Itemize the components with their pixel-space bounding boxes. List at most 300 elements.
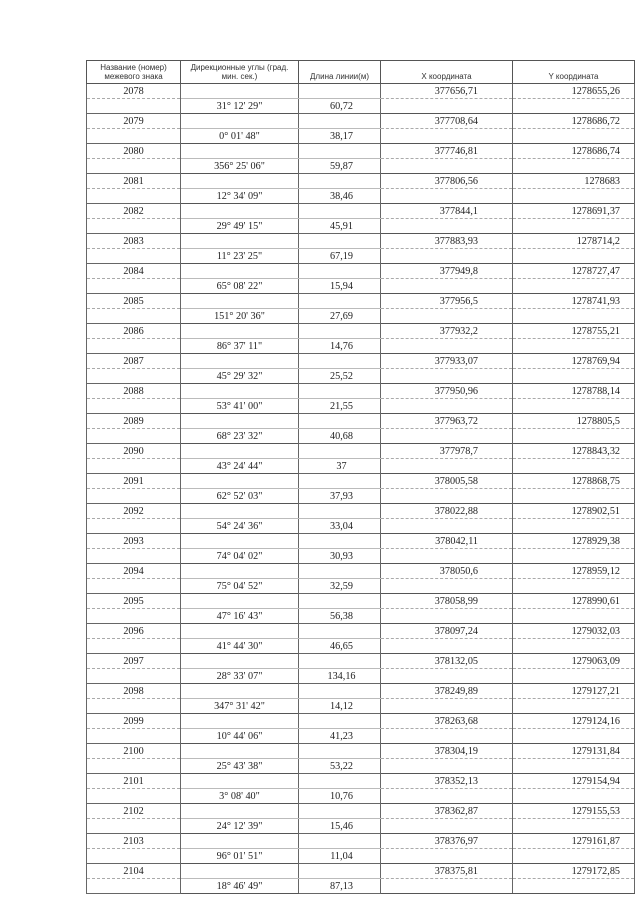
empty-cell	[381, 189, 513, 204]
point-name: 2088	[87, 384, 181, 399]
empty-cell	[299, 114, 381, 129]
x-coordinate: 378050,6	[381, 564, 513, 579]
empty-cell	[181, 504, 299, 519]
empty-cell	[181, 804, 299, 819]
table-row	[87, 369, 635, 384]
table-row	[87, 489, 635, 504]
empty-cell	[513, 309, 635, 324]
header-line-length: Длина линии(м)	[299, 61, 381, 84]
empty-cell	[513, 669, 635, 684]
point-name: 2104	[87, 864, 181, 879]
empty-cell	[181, 684, 299, 699]
empty-cell	[381, 849, 513, 864]
point-name: 2081	[87, 174, 181, 189]
point-name: 2095	[87, 594, 181, 609]
empty-cell	[299, 834, 381, 849]
empty-cell	[181, 414, 299, 429]
table-row	[87, 144, 635, 159]
point-name: 2103	[87, 834, 181, 849]
x-coordinate: 378022,88	[381, 504, 513, 519]
y-coordinate: 1278990,61	[513, 594, 635, 609]
empty-cell	[87, 249, 181, 264]
direction-angle: 41° 44' 30"	[181, 639, 299, 654]
table-row	[87, 609, 635, 624]
direction-angle: 0° 01' 48"	[181, 129, 299, 144]
point-name: 2101	[87, 774, 181, 789]
y-coordinate: 1279127,21	[513, 684, 635, 699]
y-coordinate: 1278691,37	[513, 204, 635, 219]
table-row	[87, 594, 635, 609]
y-coordinate: 1278714,2	[513, 234, 635, 249]
direction-angle: 11° 23' 25"	[181, 249, 299, 264]
empty-cell	[181, 594, 299, 609]
empty-cell	[299, 414, 381, 429]
x-coordinate: 378375,81	[381, 864, 513, 879]
point-name: 2083	[87, 234, 181, 249]
direction-angle: 68° 23' 32"	[181, 429, 299, 444]
y-coordinate: 1278769,94	[513, 354, 635, 369]
empty-cell	[181, 744, 299, 759]
table-row	[87, 114, 635, 129]
x-coordinate: 377806,56	[381, 174, 513, 189]
point-name: 2092	[87, 504, 181, 519]
table-row	[87, 864, 635, 879]
empty-cell	[299, 444, 381, 459]
empty-cell	[87, 399, 181, 414]
table-row	[87, 129, 635, 144]
empty-cell	[181, 114, 299, 129]
empty-cell	[513, 189, 635, 204]
point-name: 2084	[87, 264, 181, 279]
x-coordinate: 377708,64	[381, 114, 513, 129]
empty-cell	[87, 729, 181, 744]
empty-cell	[381, 519, 513, 534]
table-row	[87, 174, 635, 189]
table-row	[87, 279, 635, 294]
line-length: 30,93	[299, 549, 381, 564]
y-coordinate: 1279032,03	[513, 624, 635, 639]
x-coordinate: 377949,8	[381, 264, 513, 279]
y-coordinate: 1279124,16	[513, 714, 635, 729]
x-coordinate: 378097,24	[381, 624, 513, 639]
line-length: 45,91	[299, 219, 381, 234]
x-coordinate: 378376,97	[381, 834, 513, 849]
y-coordinate: 1278727,47	[513, 264, 635, 279]
line-length: 38,46	[299, 189, 381, 204]
empty-cell	[299, 534, 381, 549]
y-coordinate: 1279063,09	[513, 654, 635, 669]
coordinate-sheet	[86, 60, 634, 894]
empty-cell	[87, 879, 181, 894]
direction-angle: 86° 37' 11"	[181, 339, 299, 354]
direction-angle: 28° 33' 07"	[181, 669, 299, 684]
empty-cell	[181, 204, 299, 219]
empty-cell	[381, 309, 513, 324]
x-coordinate: 378132,05	[381, 654, 513, 669]
y-coordinate: 1279131,84	[513, 744, 635, 759]
direction-angle: 62° 52' 03"	[181, 489, 299, 504]
table-row	[87, 789, 635, 804]
table-row	[87, 759, 635, 774]
table-row	[87, 654, 635, 669]
line-length: 10,76	[299, 789, 381, 804]
empty-cell	[299, 84, 381, 99]
empty-cell	[513, 789, 635, 804]
direction-angle: 18° 46' 49"	[181, 879, 299, 894]
empty-cell	[181, 834, 299, 849]
x-coordinate: 377950,96	[381, 384, 513, 399]
line-length: 38,17	[299, 129, 381, 144]
empty-cell	[381, 159, 513, 174]
line-length: 14,76	[299, 339, 381, 354]
y-coordinate: 1278683	[513, 174, 635, 189]
table-row	[87, 219, 635, 234]
empty-cell	[513, 249, 635, 264]
line-length: 14,12	[299, 699, 381, 714]
line-length: 25,52	[299, 369, 381, 384]
empty-cell	[381, 279, 513, 294]
x-coordinate: 378352,13	[381, 774, 513, 789]
table-row	[87, 669, 635, 684]
direction-angle: 65° 08' 22"	[181, 279, 299, 294]
x-coordinate: 377978,7	[381, 444, 513, 459]
direction-angle: 54° 24' 36"	[181, 519, 299, 534]
line-length: 37,93	[299, 489, 381, 504]
line-length: 40,68	[299, 429, 381, 444]
empty-cell	[299, 624, 381, 639]
point-name: 2085	[87, 294, 181, 309]
x-coordinate: 378042,11	[381, 534, 513, 549]
table-row	[87, 534, 635, 549]
line-length: 41,23	[299, 729, 381, 744]
table-row	[87, 264, 635, 279]
empty-cell	[87, 519, 181, 534]
empty-cell	[513, 129, 635, 144]
table-row	[87, 564, 635, 579]
empty-cell	[87, 489, 181, 504]
empty-cell	[87, 849, 181, 864]
empty-cell	[181, 864, 299, 879]
y-coordinate: 1278686,74	[513, 144, 635, 159]
empty-cell	[87, 459, 181, 474]
empty-cell	[299, 174, 381, 189]
y-coordinate: 1278655,26	[513, 84, 635, 99]
point-name: 2078	[87, 84, 181, 99]
table-row	[87, 819, 635, 834]
table-row	[87, 84, 635, 99]
y-coordinate: 1278843,32	[513, 444, 635, 459]
empty-cell	[513, 489, 635, 504]
table-row	[87, 339, 635, 354]
empty-cell	[381, 459, 513, 474]
empty-cell	[299, 294, 381, 309]
direction-angle: 96° 01' 51"	[181, 849, 299, 864]
empty-cell	[181, 84, 299, 99]
empty-cell	[181, 174, 299, 189]
line-length: 32,59	[299, 579, 381, 594]
empty-cell	[513, 699, 635, 714]
empty-cell	[299, 354, 381, 369]
point-name: 2096	[87, 624, 181, 639]
empty-cell	[381, 549, 513, 564]
empty-cell	[513, 579, 635, 594]
y-coordinate: 1279154,94	[513, 774, 635, 789]
table-row	[87, 354, 635, 369]
empty-cell	[87, 309, 181, 324]
line-length: 33,04	[299, 519, 381, 534]
line-length: 53,22	[299, 759, 381, 774]
point-name: 2090	[87, 444, 181, 459]
empty-cell	[381, 369, 513, 384]
direction-angle: 347° 31' 42"	[181, 699, 299, 714]
empty-cell	[299, 264, 381, 279]
table-row	[87, 324, 635, 339]
empty-cell	[181, 234, 299, 249]
empty-cell	[181, 144, 299, 159]
empty-cell	[513, 369, 635, 384]
table-row	[87, 624, 635, 639]
coordinates-table	[86, 60, 635, 894]
empty-cell	[513, 429, 635, 444]
x-coordinate: 378362,87	[381, 804, 513, 819]
table-row	[87, 804, 635, 819]
empty-cell	[513, 339, 635, 354]
table-row	[87, 504, 635, 519]
table-row	[87, 249, 635, 264]
empty-cell	[299, 864, 381, 879]
empty-cell	[181, 624, 299, 639]
empty-cell	[87, 759, 181, 774]
x-coordinate: 377656,71	[381, 84, 513, 99]
empty-cell	[513, 609, 635, 624]
table-row	[87, 879, 635, 894]
point-name: 2094	[87, 564, 181, 579]
point-name: 2082	[87, 204, 181, 219]
y-coordinate: 1278959,12	[513, 564, 635, 579]
direction-angle: 10° 44' 06"	[181, 729, 299, 744]
direction-angle: 75° 04' 52"	[181, 579, 299, 594]
line-length: 87,13	[299, 879, 381, 894]
point-name: 2093	[87, 534, 181, 549]
direction-angle: 45° 29' 32"	[181, 369, 299, 384]
line-length: 37	[299, 459, 381, 474]
direction-angle: 12° 34' 09"	[181, 189, 299, 204]
table-row	[87, 429, 635, 444]
y-coordinate: 1279155,53	[513, 804, 635, 819]
point-name: 2098	[87, 684, 181, 699]
table-row	[87, 399, 635, 414]
empty-cell	[513, 759, 635, 774]
empty-cell	[87, 189, 181, 204]
empty-cell	[181, 534, 299, 549]
empty-cell	[299, 504, 381, 519]
empty-cell	[513, 159, 635, 174]
empty-cell	[181, 324, 299, 339]
direction-angle: 24° 12' 39"	[181, 819, 299, 834]
direction-angle: 3° 08' 40"	[181, 789, 299, 804]
empty-cell	[181, 474, 299, 489]
x-coordinate: 377963,72	[381, 414, 513, 429]
x-coordinate: 378249,89	[381, 684, 513, 699]
empty-cell	[87, 279, 181, 294]
table-row	[87, 684, 635, 699]
empty-cell	[381, 339, 513, 354]
point-name: 2099	[87, 714, 181, 729]
table-row	[87, 384, 635, 399]
empty-cell	[299, 744, 381, 759]
empty-cell	[299, 804, 381, 819]
empty-cell	[87, 699, 181, 714]
y-coordinate: 1278755,21	[513, 324, 635, 339]
empty-cell	[381, 579, 513, 594]
table-row	[87, 459, 635, 474]
table-row	[87, 294, 635, 309]
direction-angle: 29° 49' 15"	[181, 219, 299, 234]
table-row	[87, 99, 635, 114]
x-coordinate: 377932,2	[381, 324, 513, 339]
line-length: 60,72	[299, 99, 381, 114]
y-coordinate: 1279172,85	[513, 864, 635, 879]
y-coordinate: 1279161,87	[513, 834, 635, 849]
direction-angle: 74° 04' 02"	[181, 549, 299, 564]
empty-cell	[299, 204, 381, 219]
header-point-name: Название (номер) межевого знака	[87, 61, 181, 84]
x-coordinate: 377956,5	[381, 294, 513, 309]
empty-cell	[381, 789, 513, 804]
table-row	[87, 414, 635, 429]
point-name: 2087	[87, 354, 181, 369]
empty-cell	[87, 789, 181, 804]
empty-cell	[513, 459, 635, 474]
line-length: 59,87	[299, 159, 381, 174]
empty-cell	[381, 759, 513, 774]
empty-cell	[87, 549, 181, 564]
point-name: 2091	[87, 474, 181, 489]
x-coordinate: 378005,58	[381, 474, 513, 489]
point-name: 2102	[87, 804, 181, 819]
x-coordinate: 377746,81	[381, 144, 513, 159]
x-coordinate: 377844,1	[381, 204, 513, 219]
empty-cell	[87, 429, 181, 444]
y-coordinate: 1278929,38	[513, 534, 635, 549]
empty-cell	[381, 489, 513, 504]
direction-angle: 151° 20' 36"	[181, 309, 299, 324]
empty-cell	[181, 654, 299, 669]
empty-cell	[513, 549, 635, 564]
empty-cell	[87, 579, 181, 594]
empty-cell	[381, 879, 513, 894]
line-length: 27,69	[299, 309, 381, 324]
table-row	[87, 834, 635, 849]
empty-cell	[381, 129, 513, 144]
empty-cell	[381, 639, 513, 654]
empty-cell	[513, 879, 635, 894]
y-coordinate: 1278868,75	[513, 474, 635, 489]
x-coordinate: 377933,07	[381, 354, 513, 369]
table-row	[87, 714, 635, 729]
empty-cell	[181, 444, 299, 459]
line-length: 134,16	[299, 669, 381, 684]
table-row	[87, 189, 635, 204]
direction-angle: 47° 16' 43"	[181, 609, 299, 624]
empty-cell	[381, 669, 513, 684]
empty-cell	[181, 384, 299, 399]
table-row	[87, 579, 635, 594]
empty-cell	[87, 129, 181, 144]
y-coordinate: 1278788,14	[513, 384, 635, 399]
empty-cell	[381, 249, 513, 264]
direction-angle: 31° 12' 29"	[181, 99, 299, 114]
table-row	[87, 474, 635, 489]
table-row	[87, 639, 635, 654]
direction-angle: 25° 43' 38"	[181, 759, 299, 774]
empty-cell	[87, 609, 181, 624]
header-direction-angle: Дирекционные углы (град. мин. сек.)	[181, 61, 299, 84]
line-length: 46,65	[299, 639, 381, 654]
empty-cell	[181, 264, 299, 279]
header-y-coordinate: Y координата	[513, 61, 635, 84]
table-row	[87, 204, 635, 219]
table-row	[87, 774, 635, 789]
empty-cell	[87, 159, 181, 174]
empty-cell	[181, 354, 299, 369]
empty-cell	[299, 684, 381, 699]
empty-cell	[299, 654, 381, 669]
empty-cell	[299, 324, 381, 339]
empty-cell	[381, 219, 513, 234]
header-x-coordinate: X координата	[381, 61, 513, 84]
point-name: 2086	[87, 324, 181, 339]
empty-cell	[513, 729, 635, 744]
point-name: 2100	[87, 744, 181, 759]
x-coordinate: 378304,19	[381, 744, 513, 759]
table-row	[87, 549, 635, 564]
empty-cell	[299, 594, 381, 609]
empty-cell	[87, 99, 181, 114]
line-length: 15,46	[299, 819, 381, 834]
empty-cell	[87, 219, 181, 234]
direction-angle: 43° 24' 44"	[181, 459, 299, 474]
y-coordinate: 1278741,93	[513, 294, 635, 309]
table-row	[87, 159, 635, 174]
empty-cell	[181, 714, 299, 729]
empty-cell	[181, 564, 299, 579]
x-coordinate: 377883,93	[381, 234, 513, 249]
empty-cell	[381, 429, 513, 444]
table-row	[87, 729, 635, 744]
empty-cell	[381, 729, 513, 744]
empty-cell	[87, 819, 181, 834]
table-row	[87, 519, 635, 534]
empty-cell	[299, 714, 381, 729]
empty-cell	[513, 639, 635, 654]
empty-cell	[513, 819, 635, 834]
empty-cell	[87, 669, 181, 684]
empty-cell	[513, 519, 635, 534]
table-row	[87, 699, 635, 714]
line-length: 11,04	[299, 849, 381, 864]
y-coordinate: 1278902,51	[513, 504, 635, 519]
empty-cell	[299, 384, 381, 399]
empty-cell	[381, 99, 513, 114]
line-length: 21,55	[299, 399, 381, 414]
point-name: 2089	[87, 414, 181, 429]
empty-cell	[513, 849, 635, 864]
point-name: 2097	[87, 654, 181, 669]
x-coordinate: 378263,68	[381, 714, 513, 729]
line-length: 67,19	[299, 249, 381, 264]
empty-cell	[299, 474, 381, 489]
